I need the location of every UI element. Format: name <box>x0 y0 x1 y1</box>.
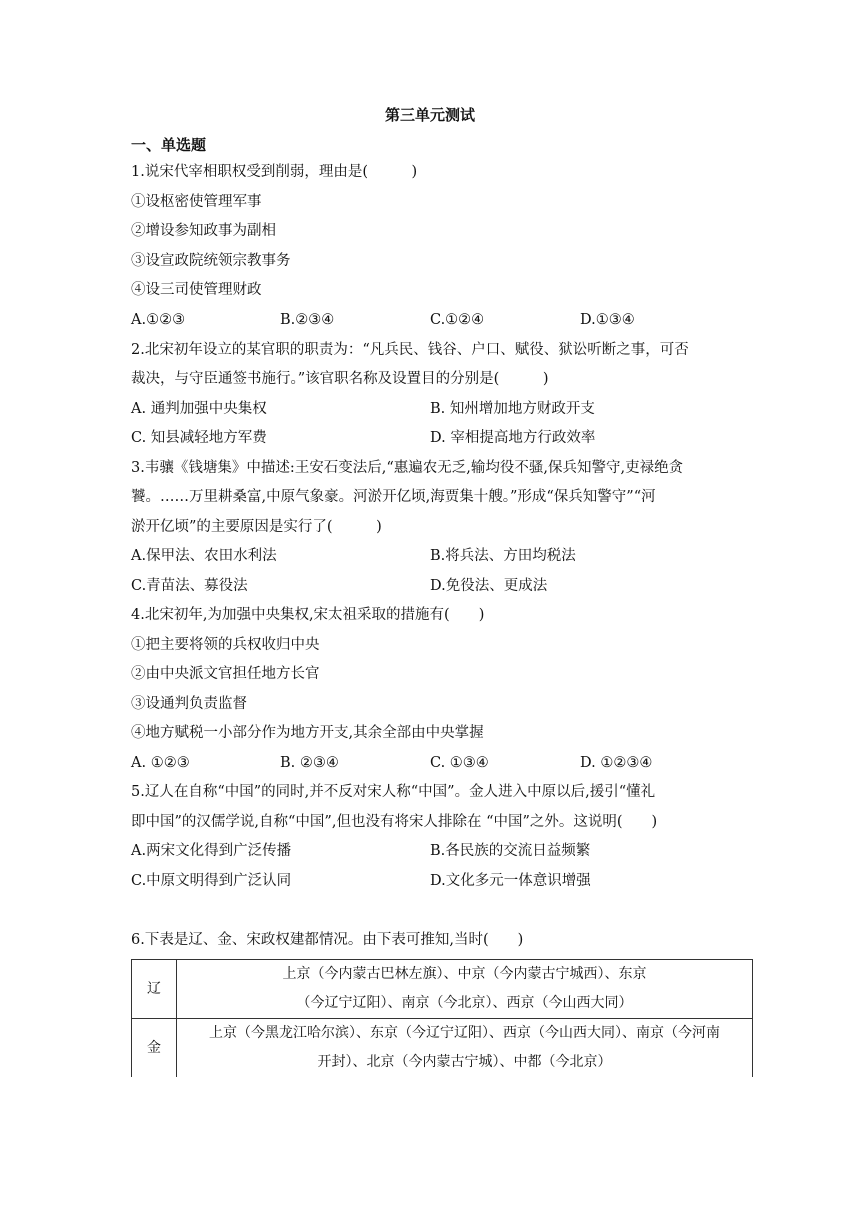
capitals-cell <box>177 1019 753 1078</box>
q3-option-b[interactable]: B.将兵法、方田均税法 <box>430 548 576 564</box>
dynasty-cell: 金 <box>132 1019 177 1078</box>
q5-stem-line: 5.辽人在自称“中国”的同时,并不反对宋人称“中国”。金人进入中原以后,援引“懂礼 <box>131 784 656 800</box>
q3-stem-line: 淤开亿顷”的主要原因是实行了( ) <box>131 519 382 535</box>
q2-stem-line: 裁决，与守臣通签书施行。”该官职名称及设置目的分别是( ) <box>131 371 549 387</box>
q6-stem: 6.下表是辽、金、宋政权建都情况。由下表可推知,当时( ) <box>131 932 524 948</box>
q2-option-c[interactable]: C. 知县减轻地方军费 <box>131 430 267 446</box>
q1-item: ③设宣政院统领宗教事务 <box>131 253 291 269</box>
q1-option-b[interactable]: B.②③④ <box>280 312 335 328</box>
q5-option-d[interactable]: D.文化多元一体意识增强 <box>430 873 591 889</box>
q2-option-d[interactable]: D. 宰相提高地方行政效率 <box>430 430 596 446</box>
q1-option-d[interactable]: D.①③④ <box>580 312 635 328</box>
q2-option-b[interactable]: B. 知州增加地方财政开支 <box>430 401 595 417</box>
q5-stem-line: 即中国”的汉儒学说,自称“中国”,但也没有将宋人排除在 “中国”之外。这说明( ) <box>131 814 658 830</box>
capitals-cell <box>177 960 753 1019</box>
q4-option-c[interactable]: C. ①③④ <box>430 755 489 771</box>
q4-item: ①把主要将领的兵权收归中央 <box>131 637 320 653</box>
q4-option-d[interactable]: D. ①②③④ <box>580 755 653 771</box>
q3-option-d[interactable]: D.免役法、更成法 <box>430 578 548 594</box>
capitals-line: 开封）、北京（今内蒙古宁城）、中都（今北京） <box>317 1054 612 1070</box>
dynasty-cell: 辽 <box>132 960 177 1019</box>
capitals-line: 上京（今黑龙江哈尔滨）、东京（今辽宁辽阳）、西京（今山西大同）、南京（今河南 <box>209 1025 720 1041</box>
q1-stem: 1.说宋代宰相职权受到削弱，理由是( ) <box>131 164 418 180</box>
q3-stem-line: 3.韦骧《钱塘集》中描述:王安石变法后,“惠遍农无乏,输均役不骚,保兵知警守,吏禄绝贪 <box>131 460 684 476</box>
q1-option-c[interactable]: C.①②④ <box>430 312 485 328</box>
q4-item: ③设通判负责监督 <box>131 696 247 712</box>
q4-item: ②由中央派文官担任地方长官 <box>131 666 320 682</box>
q5-option-b[interactable]: B.各民族的交流日益频繁 <box>430 843 591 859</box>
q1-item: ①设枢密使管理军事 <box>131 194 262 210</box>
q5-option-a[interactable]: A.两宋文化得到广泛传播 <box>131 843 292 859</box>
q1-option-a[interactable]: A.①②③ <box>131 312 186 328</box>
q2-stem-line: 2.北宋初年设立的某官职的职责为：“凡兵民、钱谷、户口、赋役、狱讼听断之事，可否 <box>131 342 689 358</box>
q3-option-c[interactable]: C.青苗法、募役法 <box>131 578 248 594</box>
table-row <box>132 1019 753 1078</box>
q3-option-a[interactable]: A.保甲法、农田水利法 <box>131 548 277 564</box>
q4-item: ④地方赋税一小部分作为地方开支,其余全部由中央掌握 <box>131 725 484 741</box>
q1-item: ②增设参知政事为副相 <box>131 223 276 239</box>
capitals-line: 上京（今内蒙古巴林左旗）、中京（今内蒙古宁城西）、东京 <box>282 966 647 982</box>
capitals-line: （今辽宁辽阳）、南京（今北京）、西京（今山西大同） <box>296 995 633 1011</box>
q4-stem: 4.北宋初年,为加强中央集权,宋太祖采取的措施有( ) <box>131 607 485 623</box>
q4-option-a[interactable]: A. ①②③ <box>131 755 190 771</box>
capitals-table <box>131 959 753 1077</box>
q5-option-c[interactable]: C.中原文明得到广泛认同 <box>131 873 292 889</box>
table-row <box>132 960 753 1019</box>
page-title: 第三单元测试 <box>384 106 475 124</box>
q1-item: ④设三司使管理财政 <box>131 282 262 298</box>
section-heading: 一、单选题 <box>131 136 207 154</box>
q3-stem-line: 饕。……万里耕桑富,中原气象豪。河淤开亿顷,海贾集十艘。”形成“保兵知警守”“河 <box>131 489 656 505</box>
q4-option-b[interactable]: B. ②③④ <box>280 755 339 771</box>
q2-option-a[interactable]: A. 通判加强中央集权 <box>131 401 267 417</box>
